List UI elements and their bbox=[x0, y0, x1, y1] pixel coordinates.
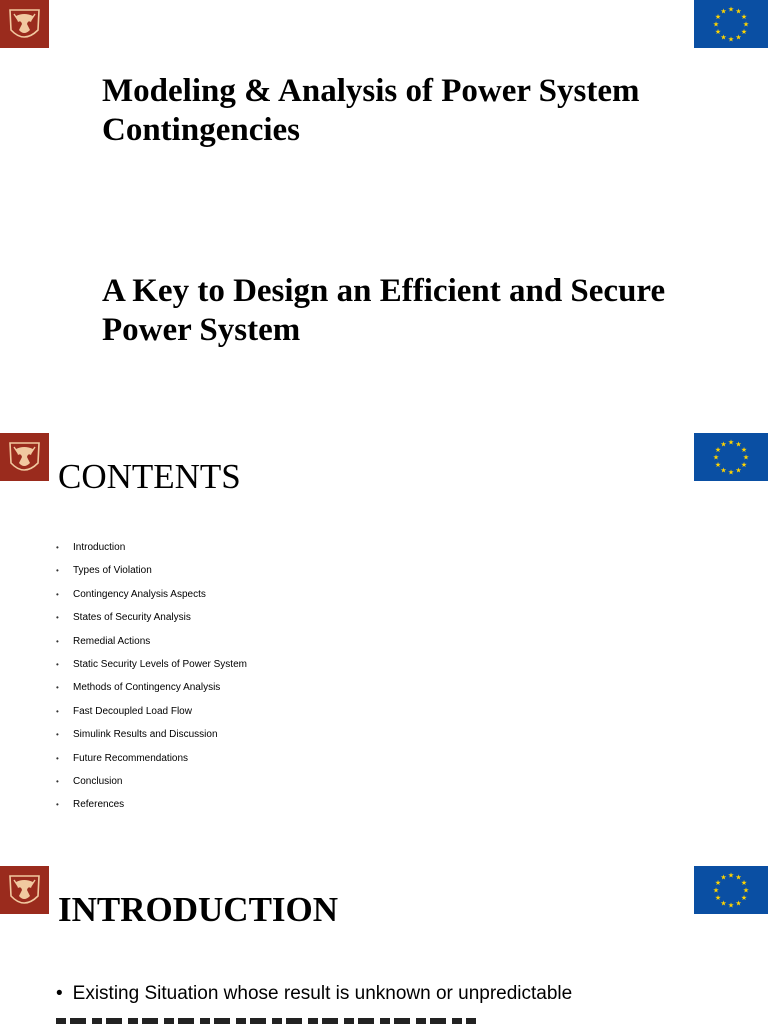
eu-star-icon: ★ bbox=[735, 7, 742, 16]
eu-star-icon: ★ bbox=[714, 28, 722, 36]
bullet-icon: • bbox=[56, 800, 59, 810]
list-item: • Static Security Levels of Power System bbox=[56, 656, 247, 679]
bullet-icon: • bbox=[56, 659, 59, 669]
bullet-icon: • bbox=[56, 753, 59, 763]
bullet-icon: • bbox=[56, 613, 59, 623]
eu-star-icon: ★ bbox=[720, 873, 727, 882]
eu-star-icon: ★ bbox=[735, 33, 742, 42]
eu-star-icon: ★ bbox=[740, 461, 748, 469]
contents-slide bbox=[0, 433, 768, 833]
eu-star-icon: ★ bbox=[720, 466, 727, 475]
eu-star-icon: ★ bbox=[735, 873, 742, 882]
eu-star-icon: ★ bbox=[735, 899, 742, 908]
university-eagle-logo bbox=[0, 433, 49, 481]
eu-flag-icon bbox=[694, 0, 768, 48]
university-eagle-logo bbox=[0, 866, 49, 914]
bullet-icon: • bbox=[56, 566, 59, 576]
eu-star-icon: ★ bbox=[742, 886, 750, 895]
list-item: • Remedial Actions bbox=[56, 633, 247, 656]
eu-star-icon: ★ bbox=[712, 453, 720, 462]
eu-star-icon: ★ bbox=[742, 20, 750, 29]
eu-star-icon: ★ bbox=[720, 7, 727, 16]
bullet-icon: • bbox=[56, 589, 59, 599]
list-item: • Simulink Results and Discussion bbox=[56, 726, 247, 749]
eu-star-icon: ★ bbox=[740, 446, 748, 454]
list-item: • Fast Decoupled Load Flow bbox=[56, 703, 247, 726]
bullet-icon: • bbox=[56, 636, 59, 646]
introduction-slide bbox=[0, 866, 768, 1024]
eu-star-icon: ★ bbox=[742, 453, 750, 462]
eu-star-icon: ★ bbox=[727, 5, 735, 14]
bullet-icon: • bbox=[56, 706, 59, 716]
eu-star-icon: ★ bbox=[720, 33, 727, 42]
eu-star-icon: ★ bbox=[712, 20, 720, 29]
eu-star-icon: ★ bbox=[727, 468, 735, 477]
eu-star-icon: ★ bbox=[712, 886, 720, 895]
list-item: • Conclusion bbox=[56, 773, 247, 796]
intro-bullet: • Existing Situation whose result is unknown or unpredictable bbox=[56, 983, 573, 1004]
list-item: • Methods of Contingency Analysis bbox=[56, 679, 247, 702]
list-item: • Future Recommendations bbox=[56, 750, 247, 773]
presentation-title: Modeling & Analysis of Power System Contingencies bbox=[102, 73, 640, 148]
eu-star-icon: ★ bbox=[727, 871, 735, 880]
eu-star-icon: ★ bbox=[714, 894, 722, 902]
bullet-icon: • bbox=[56, 776, 59, 786]
eu-star-icon: ★ bbox=[727, 901, 735, 910]
list-item: • Introduction bbox=[56, 539, 247, 562]
eu-flag-icon bbox=[694, 866, 768, 914]
partial-text-line bbox=[56, 1018, 476, 1024]
eu-star-icon: ★ bbox=[714, 446, 722, 454]
list-item: • States of Security Analysis bbox=[56, 609, 247, 632]
title-slide bbox=[0, 0, 768, 410]
contents-list bbox=[56, 539, 247, 820]
list-item: • Types of Violation bbox=[56, 562, 247, 585]
eu-star-icon: ★ bbox=[740, 28, 748, 36]
eu-star-icon: ★ bbox=[735, 466, 742, 475]
introduction-heading: INTRODUCTION bbox=[58, 890, 339, 929]
bullet-icon: • bbox=[56, 730, 59, 740]
presentation-subtitle: A Key to Design an Efficient and Secure Power System bbox=[102, 273, 666, 348]
eu-star-icon: ★ bbox=[735, 440, 742, 449]
list-item: • Contingency Analysis Aspects bbox=[56, 586, 247, 609]
eu-star-icon: ★ bbox=[727, 438, 735, 447]
eu-star-icon: ★ bbox=[740, 13, 748, 21]
eu-star-icon: ★ bbox=[720, 899, 727, 908]
eu-star-icon: ★ bbox=[720, 440, 727, 449]
eu-star-icon: ★ bbox=[740, 894, 748, 902]
eu-star-icon: ★ bbox=[714, 461, 722, 469]
bullet-icon: • bbox=[56, 983, 63, 1004]
eu-star-icon: ★ bbox=[714, 879, 722, 887]
eu-star-icon: ★ bbox=[740, 879, 748, 887]
eu-flag-icon bbox=[694, 433, 768, 481]
contents-heading: CONTENTS bbox=[58, 457, 241, 496]
university-eagle-logo bbox=[0, 0, 49, 48]
list-item: • References bbox=[56, 796, 247, 819]
bullet-icon: • bbox=[56, 543, 59, 552]
bullet-icon: • bbox=[56, 683, 59, 693]
eu-star-icon: ★ bbox=[714, 13, 722, 21]
eu-star-icon: ★ bbox=[727, 35, 735, 44]
